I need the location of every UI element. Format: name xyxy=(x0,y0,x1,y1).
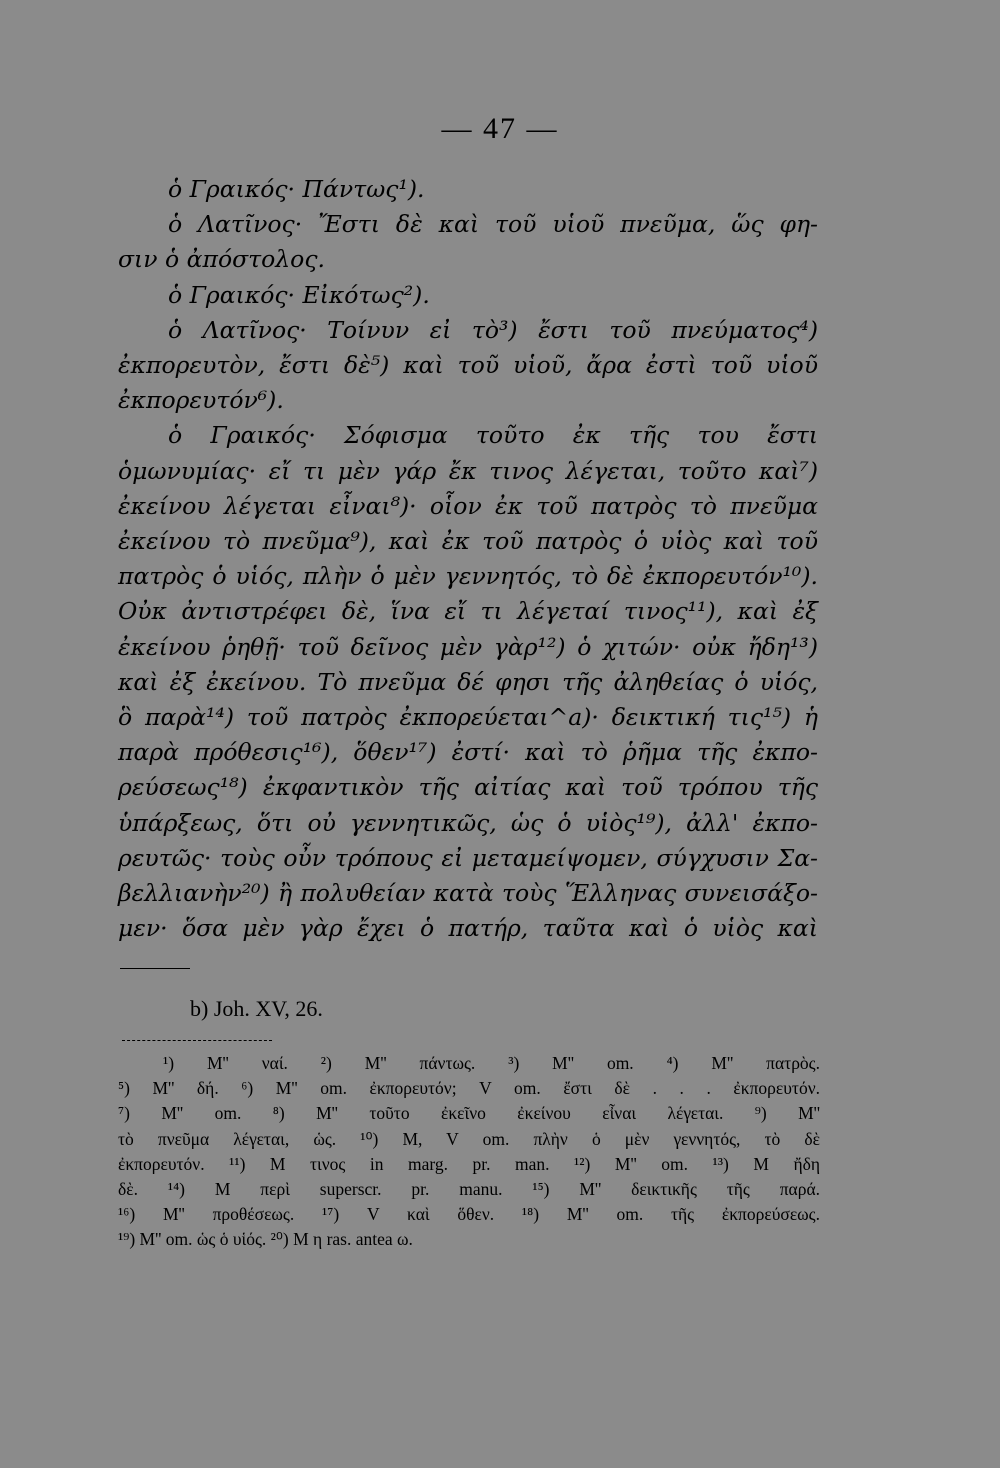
text-line: ὁ Γραικός· Εἰκότως²). xyxy=(168,280,430,309)
text-line: ὁμωνυμίας· εἴ τι μὲν γάρ ἔκ τινος λέγεται, τοῦτο καὶ⁷) xyxy=(118,456,818,485)
apparatus-line: ¹) M'' ναί. ²) M'' πάντως. ³) M'' om. ⁴) M'' πατρὸς. xyxy=(163,1053,820,1073)
footnote-rule xyxy=(120,968,190,969)
text-line: ὁ Λατῖνος· Ἔστι δὲ καὶ τοῦ υἱοῦ πνεῦμα, ὥς φη- xyxy=(168,210,818,239)
text-line: καὶ ἐξ ἐκείνου. Τὸ πνεῦμα δέ φησι τῆς ἀληθείας ὁ υἱός, xyxy=(118,667,818,696)
apparatus-rule xyxy=(122,1040,272,1042)
scripture-footnote: b) Joh. XV, 26. xyxy=(190,996,323,1021)
body-text xyxy=(118,172,818,946)
apparatus-line: ⁵) M'' δή. ⁶) M'' om. ἐκπορευτόν; V om. ἔστι δὲ . . . ἐκπορευτόν. xyxy=(118,1078,820,1099)
text-line: ὁ Γραικός· Πάντως¹). xyxy=(168,175,425,203)
text-line: παρὰ πρόθεσις¹⁶), ὅθεν¹⁷) ἐστί· καὶ τὸ ῥῆμα τῆς ἐκπο- xyxy=(118,738,818,767)
apparatus-line: ἐκπορευτόν. ¹¹) M τινος in marg. pr. man. ¹²) M'' om. ¹³) M ἤδη xyxy=(118,1153,820,1174)
apparatus-line: δὲ. ¹⁴) M περὶ superscr. pr. manu. ¹⁵) M'' δεικτικῆς τῆς παρά. xyxy=(118,1179,820,1200)
text-line: σιν ὁ ἀπόστολος. xyxy=(118,245,325,274)
apparatus-line: τὸ πνεῦμα λέγεται, ὡς. ¹⁰) M, V om. πλὴν ὁ μὲν γεννητός, τὸ δὲ xyxy=(118,1128,820,1149)
text-line: βελλιανὴν²⁰) ἢ πολυθείαν κατὰ τοὺς Ἕλληνας συνεισάξο- xyxy=(118,879,818,908)
text-line: ρεύσεως¹⁸) ἐκφαντικὸν τῆς αἰτίας καὶ τοῦ τρόπου τῆς xyxy=(118,773,818,802)
critical-apparatus xyxy=(118,1051,820,1253)
text-line: ἐκείνου λέγεται εἶναι⁸)· οἷον ἐκ τοῦ πατρὸς τὸ πνεῦμα xyxy=(118,491,818,520)
text-line: μεν· ὅσα μὲν γὰρ ἔχει ὁ πατήρ, ταῦτα καὶ ὁ υἱὸς καὶ xyxy=(118,914,818,943)
text-line: Οὐκ ἀντιστρέφει δὲ, ἵνα εἴ τι λέγεταί τινος¹¹), καὶ ἐξ xyxy=(118,597,818,626)
text-line: ὁ Λατῖνος· Τοίνυν εἰ τὸ³) ἔστι τοῦ πνεύματος⁴) xyxy=(168,315,818,344)
text-line: ἐκείνου τὸ πνεῦμα⁹), καὶ ἐκ τοῦ πατρὸς ὁ υἱὸς καὶ τοῦ xyxy=(118,527,818,556)
text-line: ὁ Γραικός· Σόφισμα τοῦτο ἐκ τῆς του ἔστι xyxy=(168,421,818,450)
text-line: ἐκπορευτόν⁶). xyxy=(118,386,284,415)
text-line: ὃ παρὰ¹⁴) τοῦ πατρὸς ἐκπορεύεται^a)· δεικτική τις¹⁵) ἡ xyxy=(118,703,818,732)
apparatus-line: ¹⁶) M'' προθέσεως. ¹⁷) V καὶ ὅθεν. ¹⁸) M'' om. τῆς ἐκπορεύσεως. xyxy=(118,1204,820,1225)
text-line: πατρὸς ὁ υἱός, πλὴν ὁ μὲν γεννητός, τὸ δὲ ἐκπορευτόν¹⁰). xyxy=(118,562,818,591)
apparatus-line: ¹⁹) M'' om. ὡς ὁ υἱός. ²⁰) M η ras. antea ω. xyxy=(118,1229,413,1250)
text-line: ἐκπορευτὸν, ἔστι δὲ⁵) καὶ τοῦ υἱοῦ, ἄρα ἐστὶ τοῦ υἱοῦ xyxy=(118,351,818,380)
page-number: — 47 — xyxy=(441,112,559,145)
apparatus-line: ⁷) M'' om. ⁸) M'' τοῦτο ἐκεῖνο ἐκείνου εἶναι λέγεται. ⁹) M'' xyxy=(118,1103,820,1124)
text-line: ἐκείνου ῥηθῇ· τοῦ δεῖνος μὲν γὰρ¹²) ὁ χιτών· οὐκ ἤδη¹³) xyxy=(118,632,818,661)
text-line: ὑπάρξεως, ὅτι οὐ γεννητικῶς, ὡς ὁ υἱὸς¹⁹), ἀλλ' ἐκπο- xyxy=(118,808,818,837)
text-line: ρευτῶς· τοὺς οὖν τρόπους εἰ μεταμείψομεν, σύγχυσιν Σα- xyxy=(118,843,818,872)
